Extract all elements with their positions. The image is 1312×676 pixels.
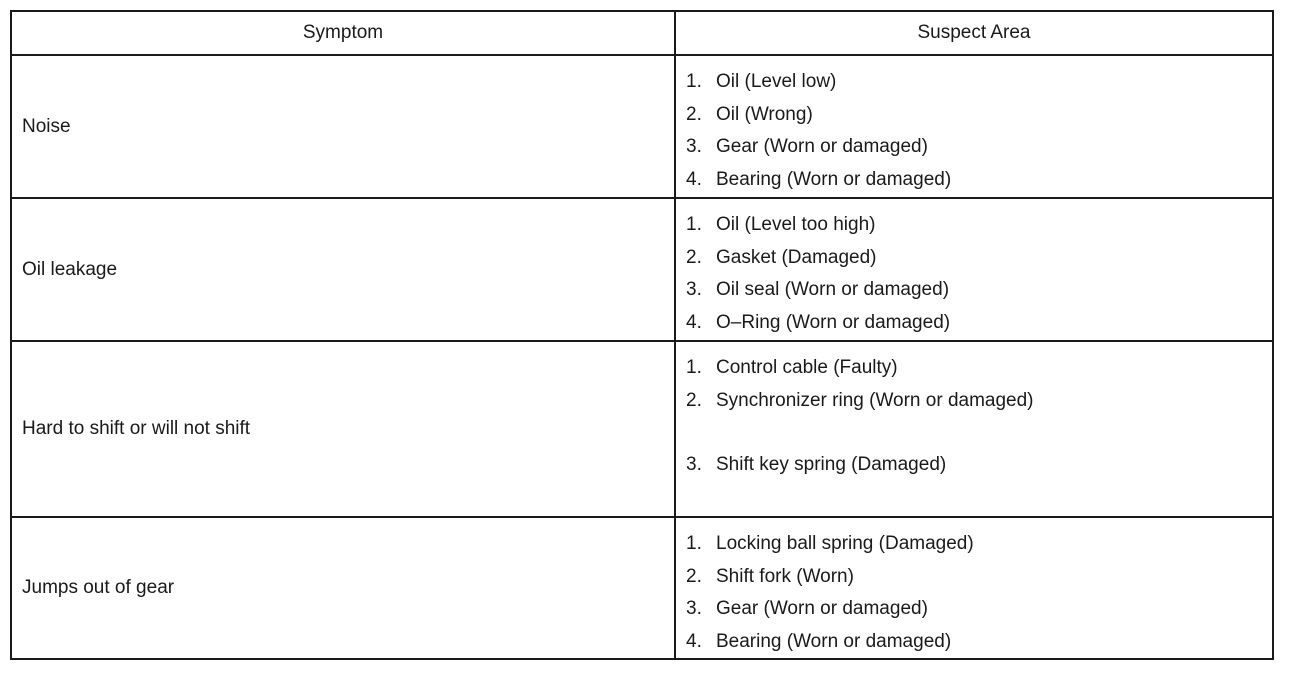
list-item xyxy=(686,99,951,132)
item-number: 4. xyxy=(686,630,702,652)
table-header-row xyxy=(12,12,1272,54)
item-number: 4. xyxy=(686,311,702,333)
item-text: Gear (Worn or damaged) xyxy=(716,136,928,158)
item-text: Locking ball spring (Damaged) xyxy=(716,533,974,555)
symptom-cell: Noise xyxy=(12,56,676,197)
list-item xyxy=(686,274,950,307)
list-item xyxy=(686,352,1034,385)
item-text: Oil (Wrong) xyxy=(716,103,813,125)
item-text: Control cable (Faulty) xyxy=(716,357,898,379)
list-item xyxy=(686,626,974,659)
table-row xyxy=(12,54,1272,197)
symptom-cell: Hard to shift or will not shift xyxy=(12,342,676,516)
item-text: Gasket (Damaged) xyxy=(716,246,877,268)
item-text: Oil seal (Worn or damaged) xyxy=(716,279,950,301)
troubleshooting-table xyxy=(10,10,1274,660)
item-number: 1. xyxy=(686,214,702,236)
suspect-area-cell xyxy=(676,56,1272,197)
item-number: 2. xyxy=(686,389,702,411)
item-text: Oil (Level low) xyxy=(716,71,837,93)
list-item xyxy=(686,66,951,99)
item-number: 2. xyxy=(686,246,702,268)
item-number: 2. xyxy=(686,103,702,125)
suspect-area-cell xyxy=(676,342,1272,516)
spacer xyxy=(686,417,1034,449)
header-symptom: Symptom xyxy=(12,12,676,54)
list-item xyxy=(686,561,974,594)
item-number: 1. xyxy=(686,357,702,379)
list-item xyxy=(686,528,974,561)
list-item xyxy=(686,242,950,275)
list-item xyxy=(686,385,1034,418)
item-text: Shift fork (Worn) xyxy=(716,565,854,587)
item-text: Bearing (Worn or damaged) xyxy=(716,168,952,190)
item-number: 1. xyxy=(686,71,702,93)
item-text: Bearing (Worn or damaged) xyxy=(716,630,952,652)
item-text: Gear (Worn or damaged) xyxy=(716,598,928,620)
table-row xyxy=(12,340,1272,516)
item-text: Oil (Level too high) xyxy=(716,214,876,236)
table-row xyxy=(12,516,1272,658)
list-item xyxy=(686,307,950,340)
suspect-area-cell xyxy=(676,199,1272,340)
header-suspect-area: Suspect Area xyxy=(917,22,1031,43)
item-number: 4. xyxy=(686,168,702,190)
item-text: O–Ring (Worn or damaged) xyxy=(716,311,951,333)
symptom-cell: Oil leakage xyxy=(12,199,676,340)
symptom-cell: Jumps out of gear xyxy=(12,518,676,658)
suspect-area-cell xyxy=(676,518,1272,658)
item-number: 3. xyxy=(686,598,702,620)
list-item xyxy=(686,164,951,197)
item-number: 1. xyxy=(686,533,702,555)
list-item xyxy=(686,131,951,164)
table-row xyxy=(12,197,1272,340)
item-number: 3. xyxy=(686,454,702,476)
item-text: Shift key spring (Damaged) xyxy=(716,454,947,476)
item-number: 3. xyxy=(686,279,702,301)
item-number: 2. xyxy=(686,565,702,587)
list-item xyxy=(686,209,950,242)
list-item xyxy=(686,593,974,626)
item-number: 3. xyxy=(686,136,702,158)
item-text: Synchronizer ring (Worn or damaged) xyxy=(716,389,1034,411)
list-item xyxy=(686,449,1034,482)
